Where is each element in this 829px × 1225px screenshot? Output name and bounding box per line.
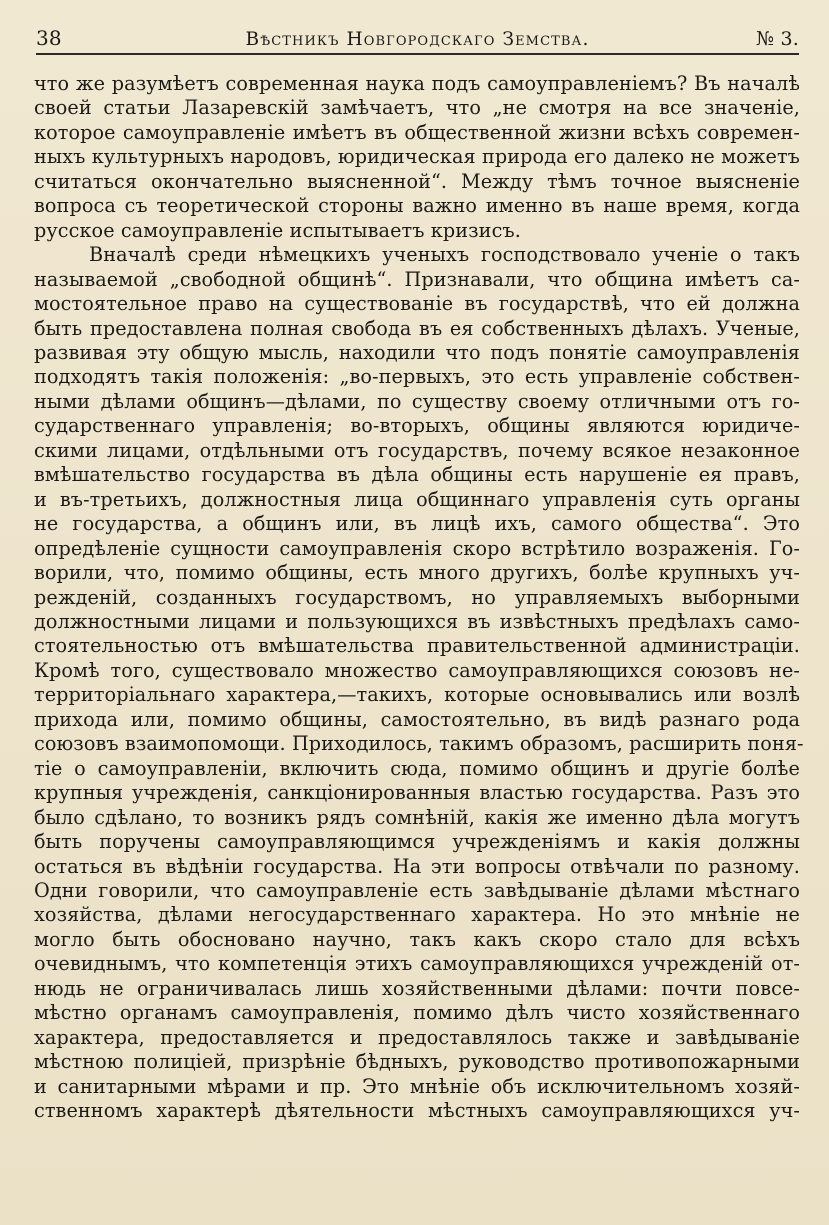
paragraph-end-line: русское самоуправленіе испытываетъ кризисъ.: [34, 218, 521, 242]
text-line: должностными лицами и пользующихся въ извѣстныхъ предѣлахъ само-: [34, 609, 800, 633]
text-line: стоятельностью отъ вмѣшательства правительственной администраціи.: [34, 634, 800, 658]
text-line: мостоятельное право на существованіе въ государствѣ, что ей должна: [34, 292, 800, 316]
text-line: вмѣшательство государства въ дѣла общины есть нарушеніе ея правъ,: [34, 463, 800, 487]
article-body: [34, 72, 804, 1123]
text-line: своей статьи Лазаревскій замѣчаетъ, что „не смотря на все значеніе,: [34, 96, 800, 120]
text-line: союзовъ взаимопомощи. Приходилось, такимъ образомъ, расширить поня-: [34, 732, 804, 756]
issue-number: № 3.: [756, 28, 799, 50]
text-line: мѣстно органамъ самоуправленія, помимо дѣлъ чисто хозяйственнаго: [34, 1001, 800, 1025]
text-line: Кромѣ того, существовало множество самоуправляющихся союзовъ не-: [34, 658, 800, 682]
text-line: остаться въ вѣдѣніи государства. На эти вопросы отвѣчали по разному.: [34, 854, 800, 878]
text-line: было сдѣлано, то возникъ рядъ сомнѣній, какія же именно дѣла могутъ: [34, 805, 800, 829]
text-line: очевиднымъ, что компетенція этихъ самоуправляющихся учрежденій от-: [34, 952, 800, 976]
text-line: опредѣленіе сущности самоуправленія скоро встрѣтило возраженія. Го-: [34, 536, 800, 560]
text-line: которое самоуправленіе имѣетъ въ общественной жизни всѣхъ современ-: [34, 120, 800, 144]
text-line: считаться окончательно выясненной“. Между тѣмъ точное выясненіе: [34, 169, 800, 193]
text-line: режденій, созданныхъ государствомъ, но управляемыхъ выборными: [34, 585, 800, 609]
text-line: ныхъ культурныхъ народовъ, юридическая природа его далеко не можетъ: [34, 145, 800, 169]
text-line: территоріальнаго характера,—такихъ, которые основывались или возлѣ: [34, 683, 800, 707]
text-line: скими лицами, отдѣльными отъ государствъ, почему всякое незаконное: [34, 438, 800, 462]
text-line: не государства, а общинъ или, въ лицѣ ихъ, самого общества“. Это: [34, 512, 800, 536]
page-number: 38: [36, 26, 62, 50]
text-line: крупныя учрежденія, санкціонированныя властью государства. Разъ это: [34, 781, 800, 805]
text-line: ворили, что, помимо общины, есть много другихъ, болѣе крупныхъ уч-: [34, 561, 800, 585]
text-line: и санитарными мѣрами и пр. Это мнѣніе объ исключительномъ хозяй-: [34, 1074, 800, 1098]
text-line: прихода или, помимо общины, самостоятельно, въ видѣ разнаго рода: [34, 707, 800, 731]
header-rule: [36, 53, 799, 55]
text-line: ственномъ характерѣ дѣятельности мѣстныхъ самоуправляющихся уч-: [34, 1099, 800, 1123]
text-line: и въ-третьихъ, должностныя лица общиннаго управленія суть органы: [34, 487, 800, 511]
text-line: характера, предоставляется и предоставлялось также и завѣдываніе: [34, 1025, 800, 1049]
paragraph-start-line: Вначалѣ среди нѣмецкихъ ученыхъ господствовало ученіе о такъ: [89, 243, 800, 267]
text-line: подходятъ такія положенія: „во-первыхъ, это есть управленіе собствен-: [34, 365, 800, 389]
text-line: называемой „свободной общинѣ“. Признавали, что община имѣетъ са-: [34, 267, 800, 291]
text-line: быть предоставлена полная свобода въ ея собственныхъ дѣлахъ. Ученые,: [34, 316, 800, 340]
journal-title: Вѣстникъ Новгородскаго Земства.: [245, 29, 590, 50]
text-line: ными дѣлами общинъ—дѣлами, по существу своему отличными отъ го-: [34, 389, 800, 413]
text-line: тіе о самоуправленіи, включить сюда, помимо общинъ и другіе болѣе: [34, 756, 800, 780]
text-line: быть поручены самоуправляющимся учрежденіямъ и какія должны: [34, 830, 800, 854]
text-line: что же разумѣетъ современная наука подъ самоуправленіемъ? Въ началѣ: [34, 72, 800, 95]
page-header: [36, 20, 799, 50]
text-line: Одни говорили, что самоуправленіе есть завѣдываніе дѣлами мѣстнаго: [34, 878, 800, 902]
text-line: нюдь не ограничивалась лишь хозяйственными дѣлами: почти повсе-: [34, 976, 800, 1000]
text-line: сударственнаго управленія; во-вторыхъ, общины являются юридиче-: [34, 414, 800, 438]
text-line: хозяйства, дѣлами негосударственнаго характера. Но это мнѣніе не: [34, 903, 800, 927]
text-line: развивая эту общую мысль, находили что подъ понятіе самоуправленія: [34, 340, 800, 364]
text-line: могло быть обосновано научно, такъ какъ скоро стало для всѣхъ: [34, 927, 800, 951]
text-line: мѣстною полиціей, призрѣніе бѣдныхъ, руководство противопожарными: [34, 1050, 800, 1074]
text-line: вопроса съ теоретической стороны важно именно въ наше время, когда: [34, 194, 800, 218]
